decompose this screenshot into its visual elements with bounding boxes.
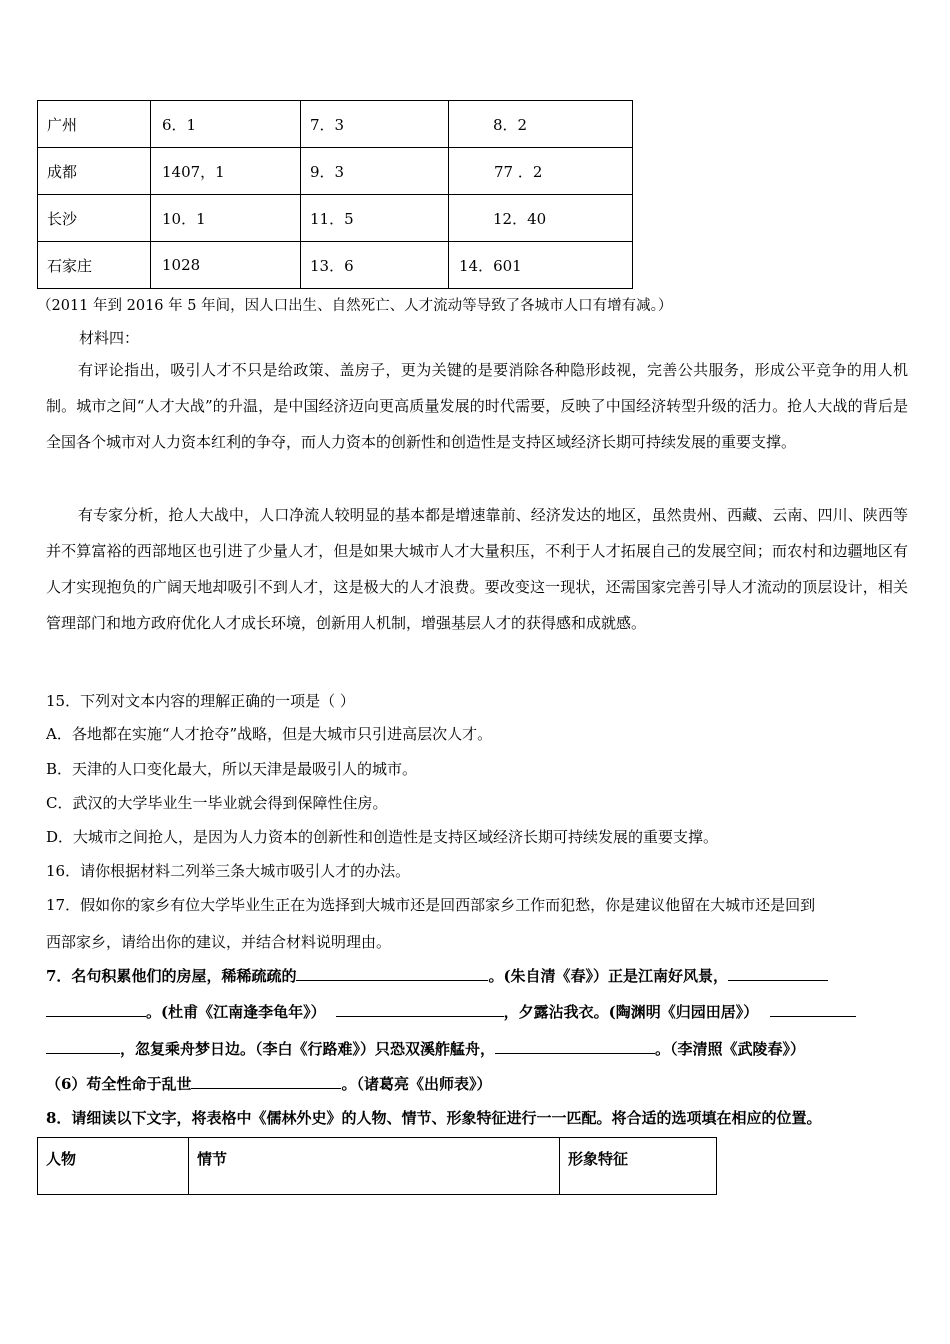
question-text: 。(杜甫《江南逢李龟年》） [146, 1003, 326, 1021]
city-population-table [37, 100, 633, 289]
material-paragraph: 有专家分析，抢人大战中，人口净流人较明显的基本都是增速靠前、经济发达的地区，虽然贵州、西藏、云南、四川、陕西等并不算富裕的西部地区也引进了少量人才，但是如果大城市人才大量积压，不利于人才拓展自己的发展空间；而农村和边疆地区有人才实现抱负的广阔天地却吸引不到人才，这是极大的人才浪费。要改变这一现状，还需国家完善引导人才流动的顶层设计，相关管理部门和地方政府优化人才成长环境，创新用人机制，增强基层人才的获得感和成就感。 [46, 506, 908, 632]
table-cell: 10．1 [151, 195, 301, 242]
table-cell: 1028 [151, 242, 301, 289]
table-row [38, 242, 633, 289]
table-row [38, 101, 633, 148]
table-row [38, 195, 633, 242]
question-7-line [46, 965, 828, 986]
table-cell: 9．3 [301, 148, 449, 195]
answer-blank[interactable] [495, 1039, 655, 1054]
table-cell: 12．40 [449, 195, 633, 242]
question-text: ，忽复乘舟梦日边。（李白《行路难》）只恐双溪舴艋舟， [120, 1040, 496, 1058]
material-paragraph: 有评论指出，吸引人才不只是给政策、盖房子，更为关键的是要消除各种隐形歧视，完善公共服务，形成公平竞争的用人机制。城市之间“人才大战”的升温，是中国经济迈向更高质量发展的时代需要，反映了中国经济转型升级的活力。抢人大战的背后是全国各个城市对人力资本红利的争夺，而人力资本的创新性和创造性是支持区域经济长期可持续发展的重要支撑。 [46, 361, 908, 451]
answer-blank[interactable] [728, 966, 828, 981]
table-cell: 长沙 [38, 195, 151, 242]
question-text: 。(朱自清《春》）正是江南好风景， [488, 967, 729, 985]
answer-blank[interactable] [191, 1074, 341, 1089]
table-cell: 13．6 [301, 242, 449, 289]
table-note: （2011 年到 2016 年 5 年间，因人口出生、自然死亡、人才流动等导致了各城市人口有增有减。） [37, 298, 673, 314]
option-a: A．各地都在实施“人才抢夺”战略，但是大城市只引进高层次人才。 [46, 725, 493, 743]
table-cell: 1407，1 [151, 148, 301, 195]
table-cell: 广州 [38, 101, 151, 148]
table-header-cell: 形象特征 [560, 1138, 717, 1195]
table-cell: 8．2 [449, 101, 633, 148]
table-cell: 7．3 [301, 101, 449, 148]
table-cell: 14．601 [449, 242, 633, 289]
table-row [38, 148, 633, 195]
question-text: 7．名句积累他们的房屋，稀稀疏疏的 [46, 967, 297, 985]
answer-blank[interactable] [46, 1039, 120, 1054]
question-7-line [46, 1073, 491, 1094]
answer-blank[interactable] [770, 1002, 856, 1017]
material-heading: 材料四： [79, 329, 140, 347]
table-header-cell: 人物 [38, 1138, 189, 1195]
table-cell: 6．1 [151, 101, 301, 148]
question-stem: 15．下列对文本内容的理解正确的一项是（ ） [46, 692, 355, 710]
question-text: （6）苟全性命于乱世 [46, 1075, 192, 1093]
table-row [38, 1138, 717, 1195]
table-header-cell: 情节 [189, 1138, 560, 1195]
question-17-line: 17．假如你的家乡有位大学毕业生正在为选择到大城市还是回西部家乡工作而犯愁，你是建议他留在大城市还是回到 [46, 896, 816, 914]
table-cell: 11．5 [301, 195, 449, 242]
question-17-line: 西部家乡，请给出你的建议，并结合材料说明理由。 [46, 933, 392, 951]
option-c: C．武汉的大学毕业生一毕业就会得到保障性住房。 [46, 794, 388, 812]
question-8: 8．请细读以下文字，将表格中《儒林外史》的人物、情节、形象特征进行一一匹配。将合适的选项填在相应的位置。 [46, 1109, 822, 1127]
question-text: ，夕露沾我衣。(陶渊明《归园田居》） [503, 1003, 759, 1021]
option-d: D．大城市之间抢人，是因为人力资本的创新性和创造性是支持区域经济长期可持续发展的重要支撑。 [46, 828, 719, 846]
answer-blank[interactable] [46, 1002, 146, 1017]
answer-blank[interactable] [336, 1002, 504, 1017]
question-7-line [46, 1038, 805, 1059]
option-b: B．天津的人口变化最大，所以天津是最吸引人的城市。 [46, 760, 418, 778]
table-cell: 成都 [38, 148, 151, 195]
question-text: 。（李清照《武陵春》） [655, 1040, 806, 1058]
question-7-line [46, 1001, 856, 1022]
table-cell: 77 ．2 [449, 148, 633, 195]
question-16: 16．请你根据材料二列举三条大城市吸引人才的办法。 [46, 862, 411, 880]
answer-blank[interactable] [296, 966, 488, 981]
table-cell: 石家庄 [38, 242, 151, 289]
rulin-matching-table [37, 1137, 717, 1195]
question-text: 。（诸葛亮《出师表》） [341, 1075, 492, 1093]
